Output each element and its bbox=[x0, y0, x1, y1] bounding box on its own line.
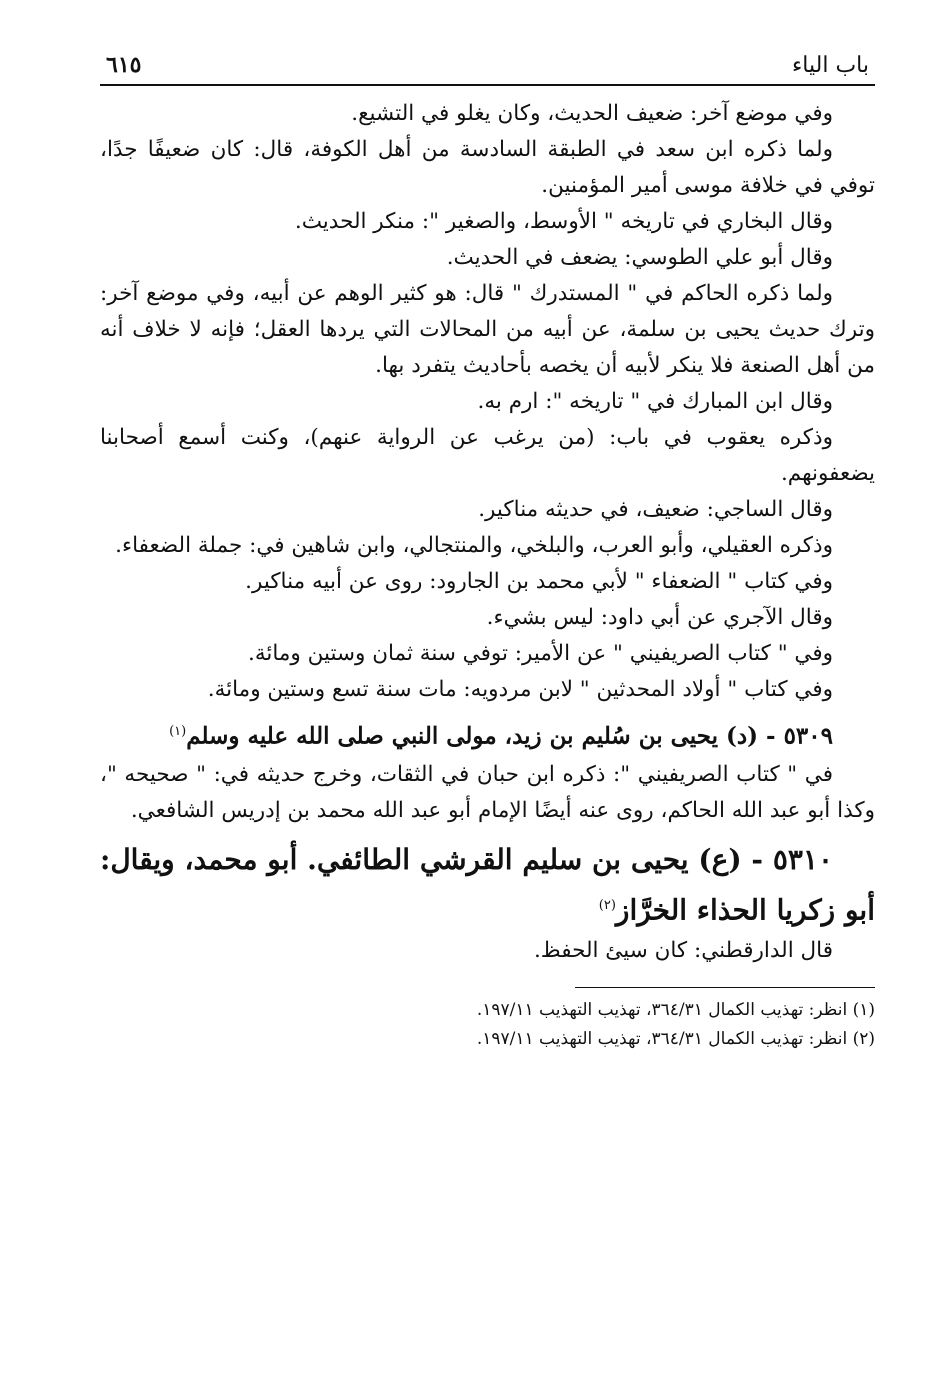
page-number: ٦١٥ bbox=[106, 52, 142, 78]
paragraph: وقال الساجي: ضعيف، في حديثه مناكير. bbox=[478, 497, 833, 522]
footnote: (٢) انظر: تهذيب الكمال ٣٦٤/٣١، تهذيب التهذيب ١٩٧/١١. bbox=[476, 1028, 875, 1049]
paragraph: وذكره العقيلي، وأبو العرب، والبلخي، والمنتجالي، وابن شاهين في: جملة الضعفاء. bbox=[115, 533, 833, 558]
paragraph: وفي كتاب " الضعفاء " لأبي محمد بن الجارود: روى عن أبيه مناكير. bbox=[245, 569, 833, 594]
paragraph: وقال الآجري عن أبي داود: ليس بشيء. bbox=[486, 605, 833, 630]
chapter-title: باب الياء bbox=[791, 53, 869, 78]
paragraph: وفي كتاب " أولاد المحدثين " لابن مردويه: مات سنة تسع وستين ومائة. bbox=[207, 677, 833, 702]
document-page bbox=[100, 52, 875, 1054]
footnote-reference: (٢) bbox=[598, 897, 616, 913]
paragraph: وفي موضع آخر: ضعيف الحديث، وكان يغلو في التشيع. bbox=[351, 101, 833, 126]
footnote-divider bbox=[575, 987, 875, 988]
paragraph: وفي " كتاب الصريفيني " عن الأمير: توفي سنة ثمان وستين ومائة. bbox=[248, 641, 833, 666]
paragraph: ولما ذكره الحاكم في " المستدرك " قال: هو كثير الوهم عن أبيه، وفي موضع آخر: وترك حديث يحيى بن سلمة، عن أبيه من المحالات التي يردها العقل؛ فإنه لا خلاف أنه من أهل الصنعة فلا ينكر لأبيه أن يخصه بأحاديث يتفرد بها. bbox=[100, 281, 875, 378]
paragraph: وقال ابن المبارك في " تاريخه ": ارم به. bbox=[477, 389, 833, 414]
entry-text-5309: في " كتاب الصريفيني ": ذكره ابن حبان في الثقات، وخرج حديثه في: " صحيحه "، وكذا أبو عبد الله الحاكم، روى عنه أيضًا الإمام أبو عبد الله محمد بن إدريس الشافعي. bbox=[100, 761, 875, 823]
entry-text-5310: قال الدارقطني: كان سيئ الحفظ. bbox=[533, 937, 833, 963]
entry-heading-5309 bbox=[100, 712, 875, 757]
page-body bbox=[100, 96, 875, 1054]
footnote: (١) انظر: تهذيب الكمال ٣٦٤/٣١، تهذيب التهذيب ١٩٧/١١. bbox=[476, 999, 875, 1020]
footnote-reference: (١) bbox=[169, 724, 187, 739]
paragraph: وقال أبو علي الطوسي: يضعف في الحديث. bbox=[446, 245, 833, 270]
entry-heading-text: ٥٣٠٩ - (د) يحيى بن سُليم بن زيد، مولى النبي صلى الله عليه وسلم bbox=[186, 722, 833, 750]
entry-heading-text: ٥٣١٠ - (ع) يحيى بن سليم القرشي الطائفي. أبو محمد، ويقال: أبو زكريا الحذاء الخرَّاز bbox=[100, 842, 875, 926]
page-header bbox=[100, 52, 875, 86]
entry-heading-5310 bbox=[100, 837, 875, 933]
paragraph: وذكره يعقوب في باب: (من يرغب عن الرواية عنهم)، وكنت أسمع أصحابنا يضعفونهم. bbox=[100, 425, 875, 486]
paragraph: وقال البخاري في تاريخه " الأوسط، والصغير ": منكر الحديث. bbox=[294, 209, 833, 234]
paragraph: ولما ذكره ابن سعد في الطبقة السادسة من أهل الكوفة، قال: كان ضعيفًا جدًا، توفي في خلافة موسى أمير المؤمنين. bbox=[100, 137, 875, 198]
